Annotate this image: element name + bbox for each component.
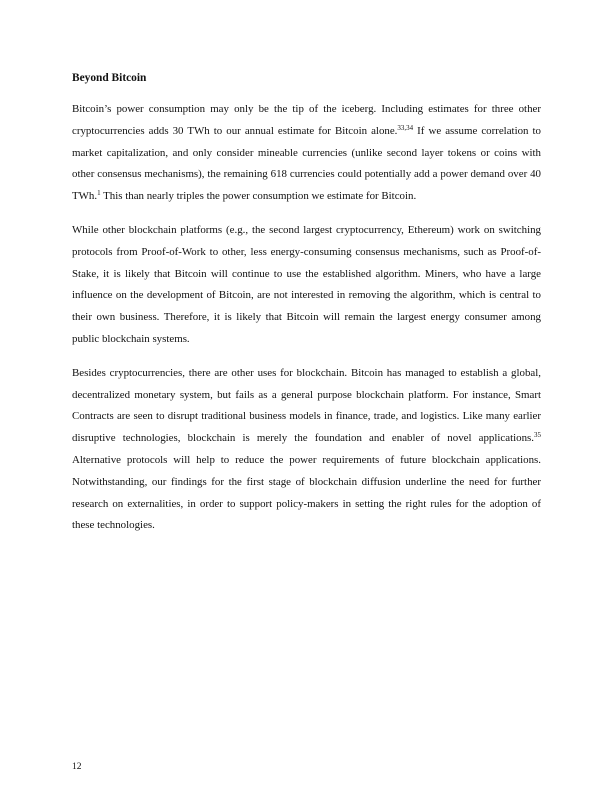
paragraph-text: This than nearly triples the power consumption we estimate for Bitcoin. <box>100 190 417 203</box>
citation-superscript: 1 <box>97 189 101 198</box>
page-content <box>72 71 541 549</box>
paragraph-other-uses <box>72 363 541 537</box>
paragraph-text: Alternative protocols will help to reduce the power requirements of future blockchain applications. Notwithstanding, our findings for the first stage of blockchain diffusion underline the need for further research on externalities, in order to support policy-makers in setting the right rules for the adoption of these technologies. <box>72 453 541 532</box>
page-number: 12 <box>72 762 82 772</box>
paragraph-text: If we assume correlation to market capitalization, and only consider mineable currencies (unlike second layer tokens or coins with other consensus mechanisms), the remaining 618 currencies could potentially add a power demand over 40 TWh. <box>72 124 541 203</box>
paragraph-power-consumption <box>72 99 541 208</box>
citation-superscript: 35 <box>534 431 541 440</box>
citation-superscript: 33,34 <box>397 123 414 132</box>
paragraph-other-platforms <box>72 220 541 351</box>
paragraph-text: Besides cryptocurrencies, there are other uses for blockchain. Bitcoin has managed to establish a global, decentralized monetary system, but fails as a general purpose blockchain platform. For instance, Smart Contracts are seen to disrupt traditional business models in finance, trade, and logistics. Like many earlier disruptive technologies, blockchain is merely the foundation and enabler of novel applications. <box>72 366 541 445</box>
paragraph-text: While other blockchain platforms (e.g., the second largest cryptocurrency, Ethereum) work on switching protocols from Proof-of-Work to other, less energy-consuming consensus mechanisms, such as Proof-of-Stake, it is likely that Bitcoin will continue to use the established algorithm. Miners, who have a large influence on the development of Bitcoin, are not interested in removing the algorithm, which is central to their own business. Therefore, it is likely that Bitcoin will remain the largest energy consumer among public blockchain systems. <box>72 223 541 345</box>
section-heading: Beyond Bitcoin <box>72 72 147 84</box>
paragraph-text: Bitcoin’s power consumption may only be the tip of the iceberg. Including estimates for three other cryptocurrencies adds 30 TWh to our annual estimate for Bitcoin alone. <box>72 103 541 137</box>
